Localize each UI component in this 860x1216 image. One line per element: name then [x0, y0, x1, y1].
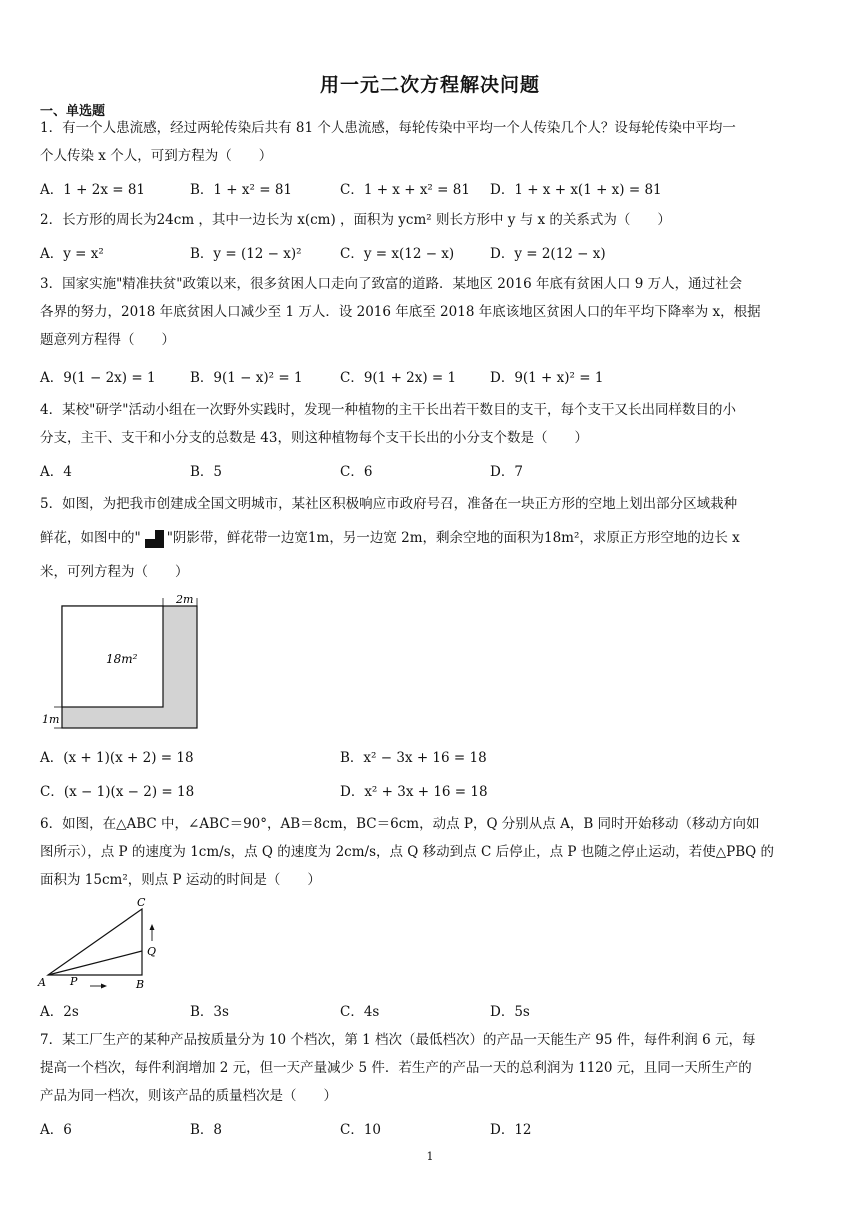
q2-option-b: B．y = (12 − x)²: [190, 246, 302, 262]
q3-line2: 各界的努力，2018 年底贫困人口减少至 1 万人．设 2016 年底至 2018 年底该地区贫困人口的年平均下降率为 x，根据: [40, 304, 761, 320]
q6-option-c: C．4s: [340, 1004, 380, 1020]
q6-line3: 面积为 15cm²，则点 P 运动的时间是（ ）: [40, 872, 321, 888]
q7-line1: 7．某工厂生产的某种产品按质量分为 10 个档次，第 1 档次（最低档次）的产品一天能生产 95 件，每件利润 6 元，每: [40, 1032, 756, 1048]
q5-line3: 米，可列方程为（ ）: [40, 564, 189, 580]
q7-option-d: D．12: [490, 1122, 532, 1138]
q4-option-a: A．4: [40, 464, 72, 480]
q6-line2: 图所示），点 P 的速度为 1cm/s，点 Q 的速度为 2cm/s，点 Q 移动到点 C 后停止，点 P 也随之停止运动，若使△PBQ 的: [40, 844, 774, 860]
q6-figure: [34, 895, 174, 995]
q7-option-c: C．10: [340, 1122, 382, 1138]
q2-option-a: A．y = x²: [40, 246, 104, 262]
q4-line1: 4．某校"研学"活动小组在一次野外实践时，发现一种植物的主干长出若干数目的支干，每个支干又长出同样数目的小: [40, 402, 737, 418]
q5-line2-end: "阴影带，鲜花带一边宽1m，另一边宽 2m，剩余空地的面积为18m²，求原正方形空地的边长 x: [166, 530, 740, 546]
q7-line3: 产品为同一档次，则该产品的质量档次是（ ）: [40, 1088, 337, 1104]
q4-option-d: D．7: [490, 464, 523, 480]
q4-option-b: B．5: [190, 464, 223, 480]
q7-option-b: B．8: [190, 1122, 223, 1138]
q4-line2: 分支，主干、支干和小分支的总数是 43，则这种植物每个支干长出的小分支个数是（ ）: [40, 430, 588, 446]
q2-line1: 2．长方形的周长为24cm ，其中一边长为 x(cm) ，面积为 ycm² 则长方形中 y 与 x 的关系式为（ ）: [40, 212, 671, 228]
q3-option-c: C．9(1 + 2x) = 1: [340, 370, 457, 386]
q5-line2: [40, 528, 820, 549]
label-c: C: [137, 896, 146, 909]
area-label: 18m²: [106, 652, 138, 666]
q3-line3: 题意列方程得（ ）: [40, 332, 175, 348]
q5-option-d: D．x² + 3x + 16 = 18: [340, 784, 488, 800]
q7-option-a: A．6: [40, 1122, 72, 1138]
label-a: A: [38, 976, 46, 989]
q3-option-a: A．9(1 − 2x) = 1: [40, 370, 156, 386]
q6-option-d: D．5s: [490, 1004, 530, 1020]
section-heading: 一、单选题: [40, 104, 106, 119]
q6-option-a: A．2s: [40, 1004, 79, 1020]
q3-option-b: B．9(1 − x)² = 1: [190, 370, 303, 386]
q5-option-b: B．x² − 3x + 16 = 18: [340, 750, 487, 766]
q1-option-d: D．1 + x + x(1 + x) = 81: [490, 182, 662, 198]
shaded-band-icon: [143, 529, 165, 549]
q1-option-a: A．1 + 2x = 81: [40, 182, 146, 198]
q4-option-c: C．6: [340, 464, 373, 480]
left-width-label: 1m: [42, 713, 60, 726]
page-number: 1: [426, 1150, 434, 1163]
q5-figure: [40, 590, 210, 735]
q5-option-a: A．(x + 1)(x + 2) = 18: [40, 750, 194, 766]
q3-line1: 3．国家实施"精准扶贫"政策以来，很多贫困人口走向了致富的道路．某地区 2016 年底有贫困人口 9 万人，通过社会: [40, 276, 743, 292]
segment-aq: [48, 951, 142, 975]
q2-option-c: C．y = x(12 − x): [340, 246, 455, 262]
label-q: Q: [147, 945, 157, 958]
q1-line2: 个人传染 x 个人，可到方程为（ ）: [40, 148, 273, 164]
triangle-abc: [48, 909, 142, 975]
top-width-label: 2m: [176, 593, 194, 606]
q5-line1: 5．如图，为把我市创建成全国文明城市，某社区积极响应市政府号召，准备在一块正方形的空地上划出部分区域栽种: [40, 496, 738, 512]
q3-option-d: D．9(1 + x)² = 1: [490, 370, 604, 386]
q5-option-c: C．(x − 1)(x − 2) = 18: [40, 784, 195, 800]
q1-option-b: B．1 + x² = 81: [190, 182, 293, 198]
q1-option-c: C．1 + x + x² = 81: [340, 182, 470, 198]
document-title: 用一元二次方程解决问题: [319, 74, 540, 96]
label-b: B: [136, 978, 145, 991]
label-p: P: [70, 975, 78, 988]
q5-line2-start: 鲜花，如图中的": [40, 530, 141, 546]
q6-line1: 6．如图，在△ABC 中，∠ABC＝90°，AB＝8cm，BC＝6cm，动点 P，Q 分别从点 A，B 同时开始移动（移动方向如: [40, 816, 760, 832]
q1-line1: 1．有一个人患流感，经过两轮传染后共有 81 个人患流感，每轮传染中平均一个人传染几个人？设每轮传染中平均一: [40, 120, 736, 136]
q7-line2: 提高一个档次，每件利润增加 2 元，但一天产量减少 5 件．若生产的产品一天的总利润为 1120 元，且同一天所生产的: [40, 1060, 752, 1076]
q6-option-b: B．3s: [190, 1004, 229, 1020]
q2-option-d: D．y = 2(12 − x): [490, 246, 606, 262]
